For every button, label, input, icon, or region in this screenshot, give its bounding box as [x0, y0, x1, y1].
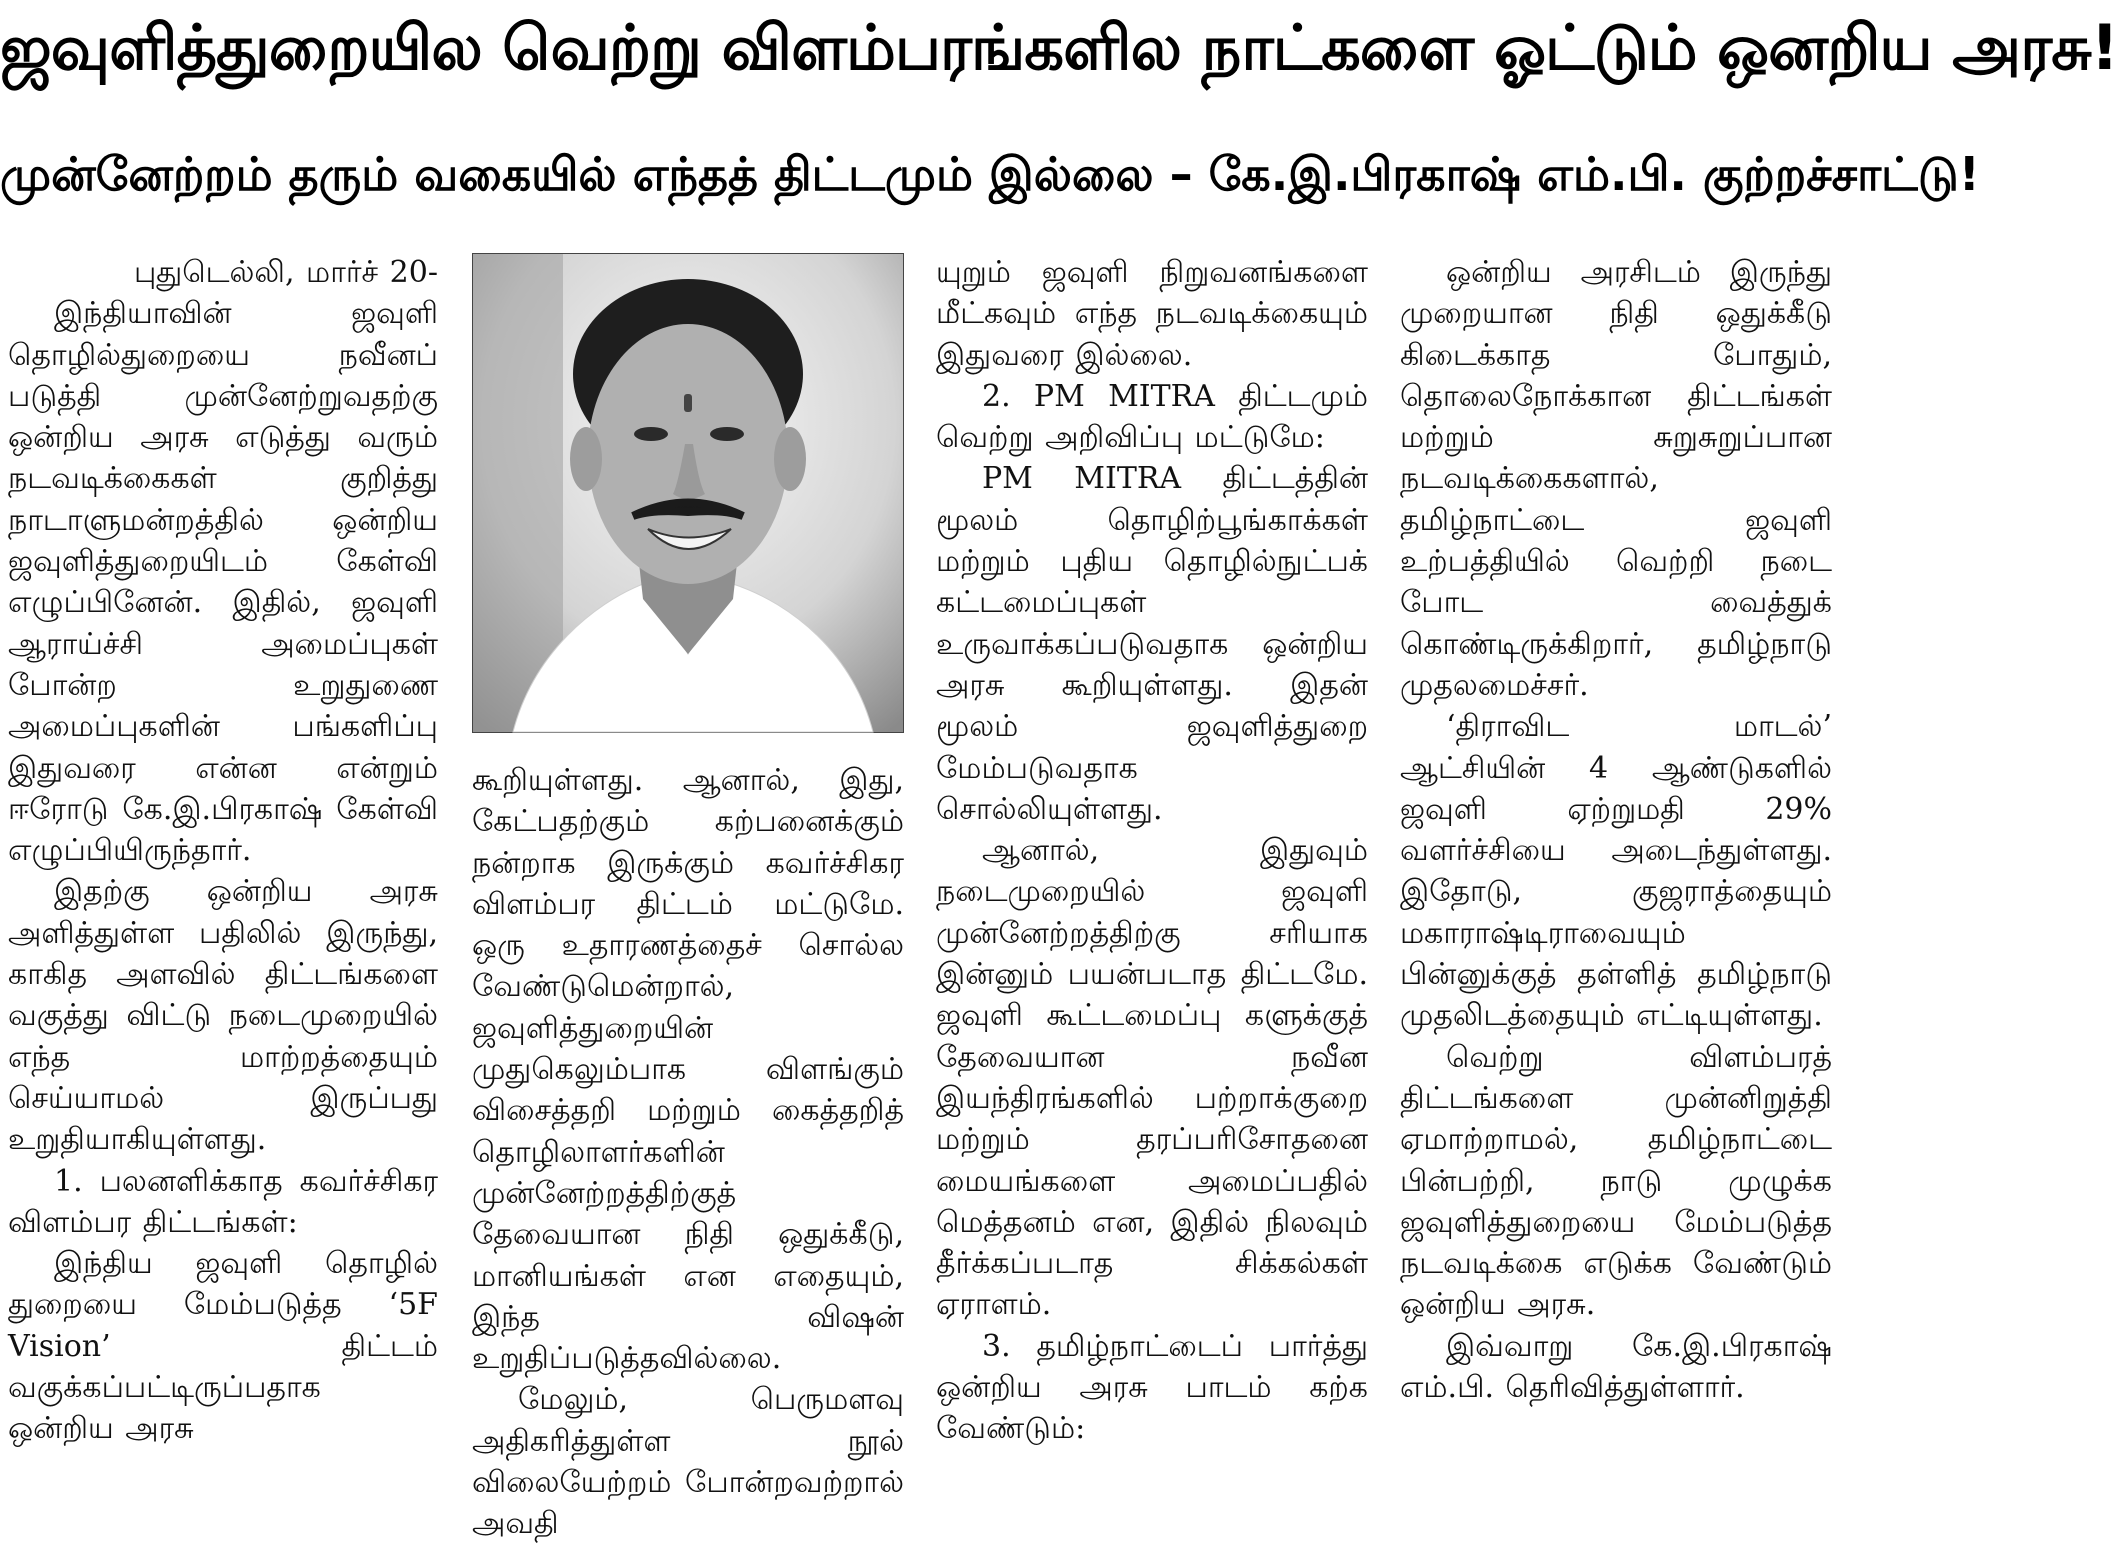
section-heading: 3. தமிழ்நாட்டைப் பார்த்து ஒன்றிய அரசு பாடம் கற்க வேண்டும்:: [936, 1328, 1368, 1447]
article-column-3: [936, 252, 1368, 1524]
article-column-4: [1400, 252, 1832, 1524]
article-column-2: [472, 760, 904, 1542]
paragraph: மேலும், பெருமளவு அதிகரித்துள்ள நூல் விலையேற்றம் போன்றவற்றால் அவதி: [472, 1382, 904, 1542]
byline-closing: இவ்வாறு கே.இ.பிரகாஷ் எம்.பி. தெரிவித்துள்ளார்.: [1400, 1328, 1832, 1406]
section-heading: 2. PM MITRA திட்டமும் வெற்று அறிவிப்பு மட்டுமே:: [936, 378, 1368, 456]
paragraph: வெற்று விளம்பரத் திட்டங்களை முன்னிறுத்தி ஏமாற்றாமல், தமிழ்நாட்டை பின்பற்றி, நாடு முழுக்க ஜவுளித்துறையை மேம்படுத்த நடவடிக்கை எடுக்க வேண்டும் ஒன்றிய அரசு.: [1400, 1039, 1832, 1323]
paragraph: கூறியுள்ளது. ஆனால், இது, கேட்பதற்கும் கற்பனைக்கும் நன்றாக இருக்கும் கவர்ச்சிகர விளம்பர திட்டம் மட்டுமே. ஒரு உதாரணத்தைச் சொல்ல வேண்டுமென்றால், ஜவுளித்துறையின் முதுகெலும்பாக விளங்கும் விசைத்தறி மற்றும் கைத்தறித் தொழிலாளர்களின் முன்னேற்றத்திற்குத் தேவையான நிதி ஒதுக்கீடு, மானியங்கள் என எதையும், இந்த விஷன் உறுதிப்படுத்தவில்லை.: [472, 763, 904, 1377]
paragraph: ஒன்றிய அரசிடம் இருந்து முறையான நிதி ஒதுக்கீடு கிடைக்காத போதும், தொலைநோக்கான திட்டங்கள் மற்றும் சுறுசுறுப்பான நடவடிக்கைகளால், தமிழ்நாட்டை ஜவுளி உற்பத்தியில் வெற்றி நடை போட வைத்துக் கொண்டிருக்கிறார், தமிழ்நாடு முதலமைச்சர்.: [1400, 255, 1832, 703]
dateline: புதுடெல்லி, மார்ச் 20-: [133, 255, 438, 290]
paragraph: PM MITRA திட்டத்தின் மூலம் தொழிற்பூங்காக்கள் மற்றும் புதிய தொழில்நுட்பக் கட்டமைப்புகள் உருவாக்கப்படுவதாக ஒன்றிய அரசு கூறியுள்ளது. இதன் மூலம் ஜவுளித்துறை மேம்படுவதாக சொல்லியுள்ளது.: [936, 461, 1368, 827]
portrait-image: [473, 254, 903, 732]
portrait-photo: [472, 253, 904, 733]
headline: ஜவுளித்துறையில வெற்று விளம்பரங்களில நாட்களை ஓட்டும் ஒனறிய அரசு!: [0, 11, 2118, 84]
paragraph: ‘திராவிட மாடல்’ ஆட்சியின் 4 ஆண்டுகளில் ஜவுளி ஏற்றுமதி 29% வளர்ச்சியை அடைந்துள்ளது. இதோடு, குஜராத்தையும் மகாராஷ்டிராவையும் பின்னுக்குத் தள்ளித் தமிழ்நாடு முதலிடத்தையும் எட்டியுள்ளது.: [1400, 709, 1832, 1034]
paragraph: யுறும் ஜவுளி நிறுவனங்களை மீட்கவும் எந்த நடவடிக்கையும் இதுவரை இல்லை.: [936, 255, 1368, 373]
article-column-1: [8, 252, 438, 1524]
subheadline: முன்னேற்றம் தரும் வகையில் எந்தத் திட்டமும் இல்லை – கே.இ.பிரகாஷ் எம்.பி. குற்றச்சாட்டு!: [0, 147, 1980, 201]
paragraph: ஆனால், இதுவும் நடைமுறையில் ஜவுளி முன்னேற்றத்திற்கு சரியாக இன்னும் பயன்படாத திட்டமே. ஜவுளி கூட்டமைப்பு களுக்குத் தேவையான நவீன இயந்திரங்களில் பற்றாக்குறை மற்றும் தரப்பரிசோதனை மையங்களை அமைப்பதில் மெத்தனம் என, இதில் நிலவும் தீர்க்கப்படாத சிக்கல்கள் ஏராளம்.: [936, 833, 1368, 1323]
paragraph: இந்தியாவின் ஜவுளி தொழில்துறையை நவீனப் படுத்தி முன்னேற்றுவதற்கு ஒன்றிய அரசு எடுத்து வரும் நடவடிக்கைகள் குறித்து நாடாளுமன்றத்தில் ஒன்றிய ஜவுளித்துறையிடம் கேள்வி எழுப்பினேன். இதில், ஜவுளி ஆராய்ச்சி அமைப்புகள் போன்ற உறுதுணை அமைப்புகளின் பங்களிப்பு இதுவரை என்ன என்றும் ஈரோடு கே.இ.பிரகாஷ் கேள்வி எழுப்பியிருந்தார்.: [8, 296, 438, 869]
paragraph: இந்திய ஜவுளி தொழில் துறையை மேம்படுத்த ‘5F Vision’ திட்டம் வகுக்கப்பட்டிருப்பதாக ஒன்றிய அரசு: [8, 1246, 438, 1447]
paragraph: இதற்கு ஒன்றிய அரசு அளித்துள்ள பதிலில் இருந்து, காகித அளவில் திட்டங்களை வகுத்து விட்டு நடைமுறையில் எந்த மாற்றத்தையும் செய்யாமல் இருப்பது உறுதியாகியுள்ளது.: [8, 874, 438, 1158]
section-heading: 1. பலனளிக்காத கவர்ச்சிகர விளம்பர திட்டங்கள்:: [8, 1163, 438, 1240]
